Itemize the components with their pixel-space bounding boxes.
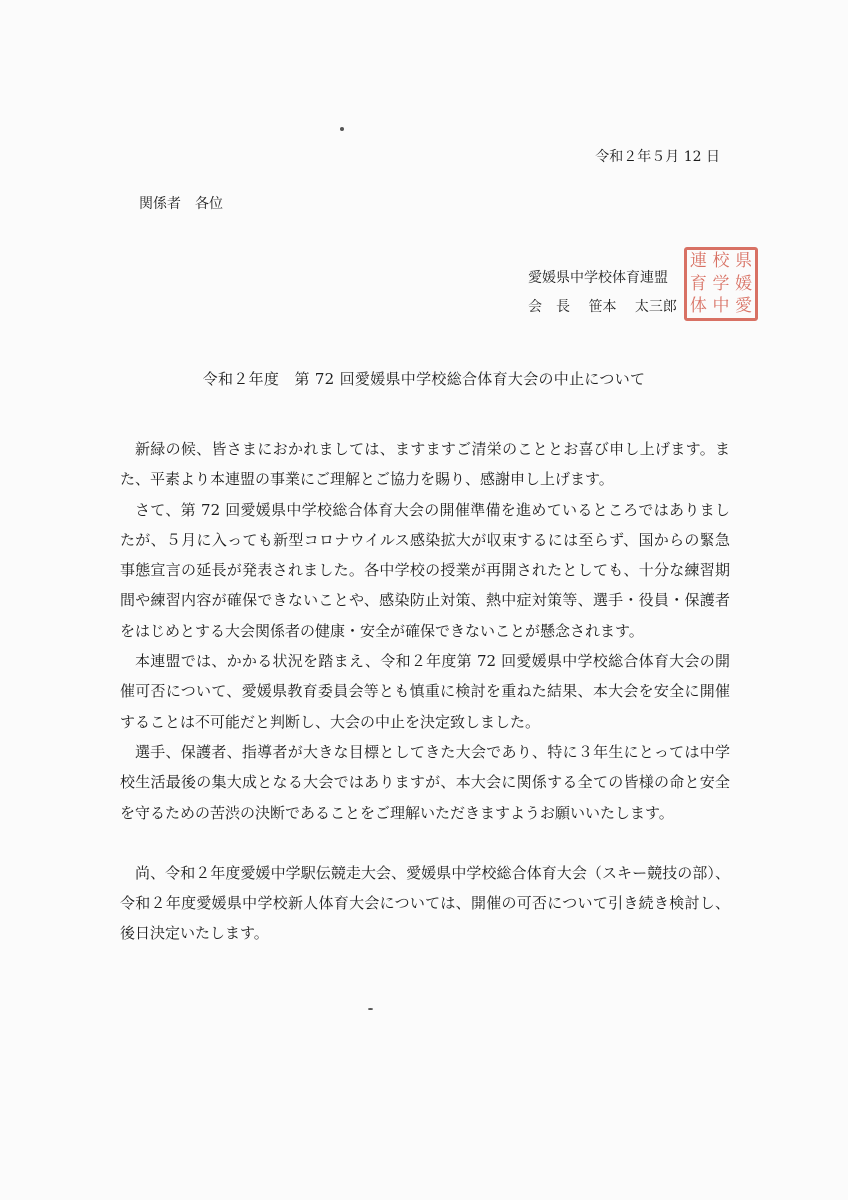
scan-speck (340, 127, 344, 131)
seal-character: 校 (712, 250, 730, 271)
body-paragraph: さて、第 72 回愛媛県中学校総合体育大会の開催準備を進めているところではありましたが、５月に入っても新型コロナウイルス感染拡大が収束するには至らず、国からの緊急事態宣言の延長が発表されました。各中学校の授業が再開されたとしても、十分な練習期間や練習内容が確保できないことや、感染防止対策、熱中症対策等、選手・役員・保護者をはじめとする大会関係者の健康・安全が確保できないことが懸念されます。 (120, 500, 730, 640)
seal-character: 媛 (735, 273, 753, 294)
seal-character: 中 (712, 296, 730, 317)
sender-organization: 愛媛県中学校体育連盟 (528, 270, 668, 286)
seal-character: 連 (689, 250, 707, 271)
body-paragraph: 本連盟では、かかる状況を踏まえ、令和２年度第 72 回愛媛県中学校総合体育大会の開催可否について、愛媛県教育委員会等とも慎重に検討を重ねた結果、本大会を安全に開催することは不可能だと判断し、大会の中止を決定致しました。 (120, 652, 730, 731)
seal-character: 学 (712, 273, 730, 294)
document-date: 令和２年５月 12 日 (595, 149, 720, 165)
scan-speck (368, 1008, 373, 1010)
seal-character: 体 (689, 296, 707, 317)
body-paragraph: 新緑の候、皆さまにおかれましては、ますますご清栄のこととお喜び申し上げます。また、平素より本連盟の事業にご理解とご協力を賜り、感謝申し上げます。 (120, 440, 730, 489)
seal-character: 愛 (735, 296, 753, 317)
document-title: 令和２年度 第 72 回愛媛県中学校総合体育大会の中止について (202, 370, 646, 388)
recipient-line: 関係者 各位 (139, 196, 223, 212)
sender-role-name: 会 長 笹本 太三郎 (528, 299, 677, 315)
official-seal-stamp (684, 247, 758, 321)
seal-character: 県 (735, 250, 753, 271)
body-paragraph: 選手、保護者、指導者が大きな目標としてきた大会であり、特に３年生にとっては中学校生活最後の集大成となる大会ではありますが、本大会に関係する全ての皆様の命と安全を守るための苦渋の決断であることをご理解いただきますようお願いいたします。 (120, 742, 730, 822)
sender-block (528, 264, 677, 322)
document-body (120, 434, 730, 949)
body-paragraph-postscript: 尚、令和２年度愛媛中学駅伝競走大会、愛媛県中学校総合体育大会（スキー競技の部）、令和２年度愛媛県中学校新人体育大会については、開催の可否について引き続き検討し、後日決定いたします。 (120, 863, 730, 943)
seal-character: 育 (689, 273, 707, 294)
